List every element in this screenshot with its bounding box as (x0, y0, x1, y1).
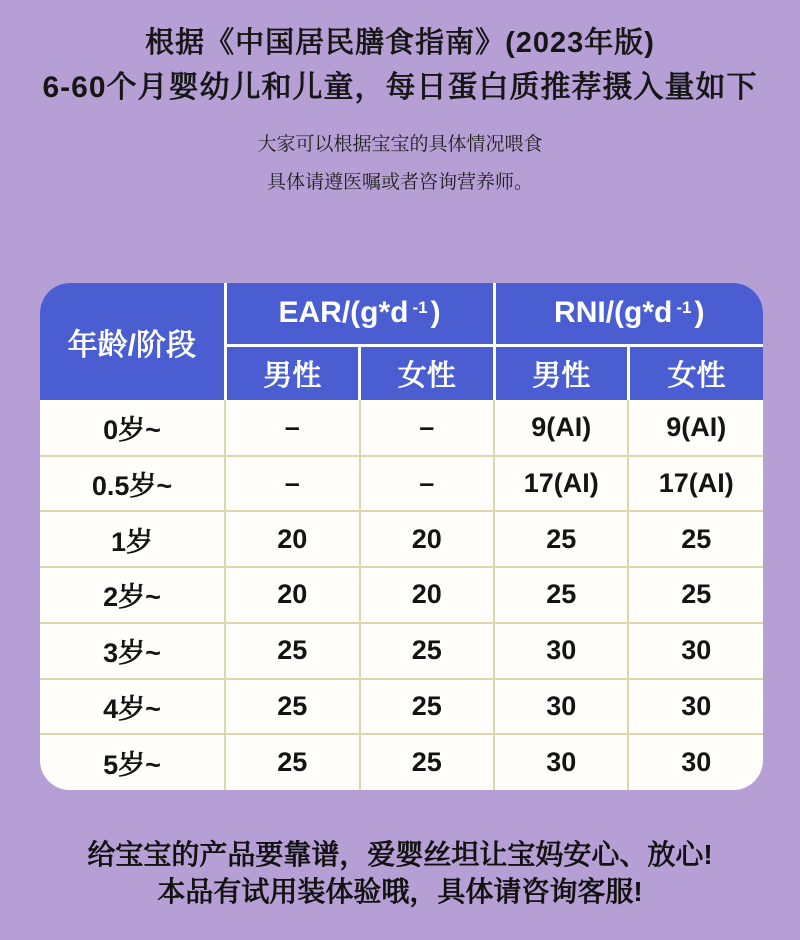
rni-female-cell: 25 (628, 511, 763, 567)
ear-female-cell: 25 (360, 734, 494, 790)
ear-male-cell: 25 (225, 734, 359, 790)
age-cell: 1岁 (40, 511, 225, 567)
feeding-note-line1: 大家可以根据宝宝的具体情况喂食 (257, 134, 543, 155)
rni-female-cell: 25 (628, 567, 763, 623)
ear-male-cell: 25 (225, 679, 359, 735)
trial-pack-line: 本品有试用装体验哦，具体请咨询客服! (157, 876, 643, 907)
age-cell: 5岁~ (40, 734, 225, 790)
rni-male-cell: 17(AI) (494, 456, 628, 512)
ear-male-cell: 25 (225, 623, 359, 679)
table-row (40, 623, 763, 679)
ear-male-cell: – (225, 400, 359, 456)
table-row (40, 511, 763, 567)
ear-female-cell: 25 (360, 623, 494, 679)
ear-male-header: 男性 (225, 345, 359, 400)
rni-female-header: 女性 (628, 345, 763, 400)
rni-male-cell: 25 (494, 511, 628, 567)
rni-male-cell: 9(AI) (494, 400, 628, 456)
ear-female-cell: – (360, 456, 494, 512)
rni-male-cell: 30 (494, 623, 628, 679)
rni-female-cell: 30 (628, 734, 763, 790)
table-row (40, 734, 763, 790)
ear-unit-superscript: -1 (412, 298, 428, 318)
rni-male-cell: 30 (494, 679, 628, 735)
page-title-line1: 根据《中国居民膳食指南》(2023年版) (145, 27, 655, 59)
rni-unit-prefix: RNI/(g*d (554, 296, 673, 330)
ear-female-header: 女性 (360, 345, 494, 400)
table-row (40, 456, 763, 512)
page-title-line2: 6-60个月婴幼儿和儿童，每日蛋白质推荐摄入量如下 (42, 71, 758, 104)
rni-male-header: 男性 (494, 345, 628, 400)
brand-promise-line: 给宝宝的产品要靠谱，爱婴丝坦让宝妈安心、放心! (87, 839, 713, 870)
protein-intake-table (40, 283, 763, 790)
protein-intake-table-grid (40, 283, 763, 790)
age-cell: 2岁~ (40, 567, 225, 623)
feeding-note-line2: 具体请遵医嘱或者咨询营养师。 (266, 172, 533, 193)
ear-unit-prefix: EAR/(g*d (278, 296, 409, 330)
age-cell: 4岁~ (40, 679, 225, 735)
age-cell: 0.5岁~ (40, 456, 225, 512)
ear-unit-suffix: ) (430, 296, 441, 330)
table-row (40, 567, 763, 623)
ear-female-cell: – (360, 400, 494, 456)
rni-unit-suffix: ) (694, 296, 705, 330)
ear-group-header (225, 283, 494, 345)
rni-male-cell: 30 (494, 734, 628, 790)
age-stage-header: 年龄/阶段 (40, 283, 225, 400)
ear-female-cell: 20 (360, 511, 494, 567)
ear-female-cell: 20 (360, 567, 494, 623)
age-cell: 3岁~ (40, 623, 225, 679)
rni-group-header (494, 283, 763, 345)
table-group-header-row (40, 283, 763, 345)
ear-male-cell: 20 (225, 567, 359, 623)
rni-female-cell: 17(AI) (628, 456, 763, 512)
rni-female-cell: 9(AI) (628, 400, 763, 456)
ear-male-cell: 20 (225, 511, 359, 567)
ear-female-cell: 25 (360, 679, 494, 735)
table-row (40, 679, 763, 735)
table-row (40, 400, 763, 456)
rni-female-cell: 30 (628, 623, 763, 679)
rni-unit-superscript: -1 (676, 298, 692, 318)
ear-male-cell: – (225, 456, 359, 512)
rni-male-cell: 25 (494, 567, 628, 623)
rni-female-cell: 30 (628, 679, 763, 735)
age-cell: 0岁~ (40, 400, 225, 456)
